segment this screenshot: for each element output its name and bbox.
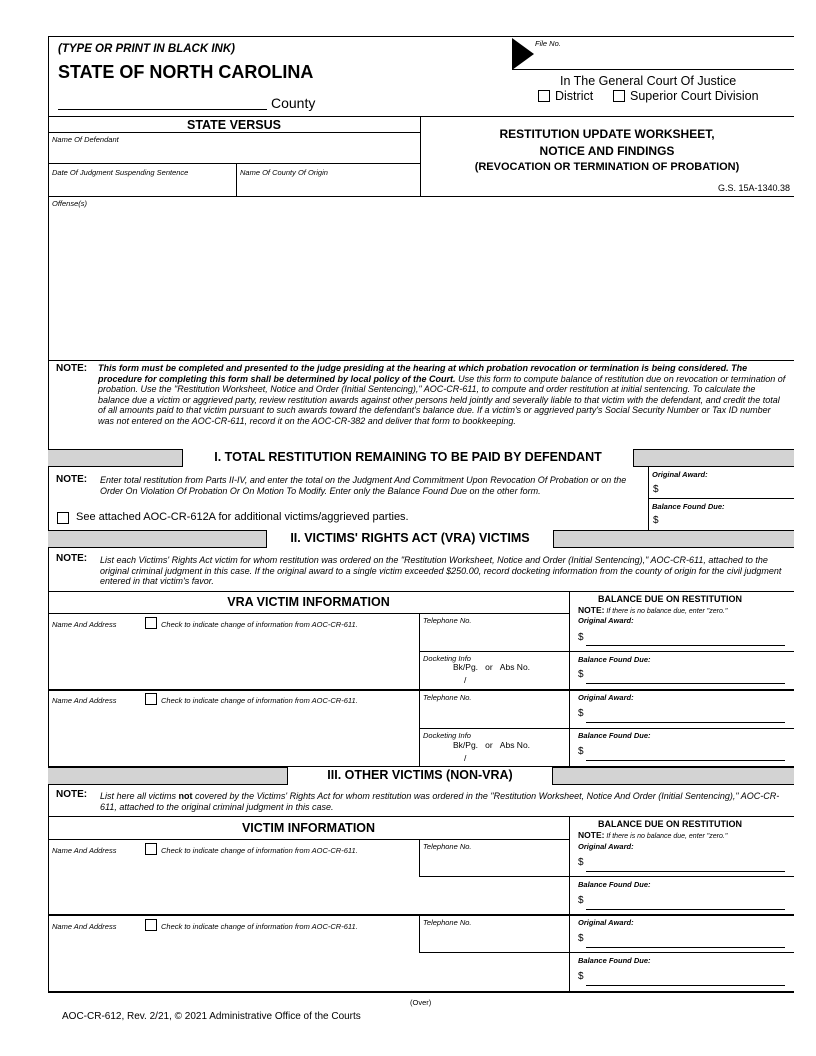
s1-balance-input[interactable] bbox=[662, 513, 792, 527]
vra2-abs-text: Abs No. bbox=[499, 740, 531, 750]
other1-balance-label: Balance Found Due: bbox=[578, 880, 651, 889]
defendant-label: Name Of Defendant bbox=[52, 135, 119, 144]
vra2-balance-input[interactable] bbox=[586, 760, 785, 761]
statute: G.S. 15A-1340.38 bbox=[717, 183, 790, 193]
form-title-3: (REVOCATION OR TERMINATION OF PROBATION) bbox=[474, 161, 740, 173]
other1-original-input[interactable] bbox=[586, 871, 785, 872]
section3-note-key: NOTE: bbox=[56, 789, 88, 800]
county-input[interactable] bbox=[58, 109, 267, 110]
county-label: County bbox=[271, 95, 316, 111]
other2-balance-label: Balance Found Due: bbox=[578, 956, 651, 965]
section3-note-pre: List here all victims bbox=[100, 791, 179, 801]
vra2-bkpg bbox=[453, 740, 530, 750]
other2-original-dollar: $ bbox=[578, 933, 584, 944]
vra2-change-checkbox[interactable] bbox=[145, 693, 157, 705]
other-balance-note-key: NOTE: bbox=[578, 830, 605, 840]
section2-note-key: NOTE: bbox=[56, 553, 88, 564]
other1-balance-input[interactable] bbox=[586, 909, 785, 910]
vra-balance-note bbox=[578, 605, 727, 615]
other-balance-note bbox=[578, 830, 727, 840]
vra1-change-checkbox[interactable] bbox=[145, 617, 157, 629]
vra1-phone-label: Telephone No. bbox=[423, 616, 472, 625]
vra2-original-label: Original Award: bbox=[578, 693, 634, 702]
other1-balance-dollar: $ bbox=[578, 895, 584, 906]
judgment-date-label: Date Of Judgment Suspending Sentence bbox=[52, 168, 189, 177]
attached-checkbox[interactable] bbox=[57, 512, 69, 524]
main-note-text bbox=[98, 363, 788, 426]
other-balance-note-text: If there is no balance due, enter "zero." bbox=[606, 833, 728, 840]
vra1-check-label: Check to indicate change of information from AOC-CR-611. bbox=[161, 620, 358, 629]
vra-balance-note-text: If there is no balance due, enter "zero." bbox=[606, 608, 728, 615]
section3-note bbox=[100, 791, 788, 812]
vra2-slash: / bbox=[464, 753, 467, 763]
county-origin-label: Name Of County Of Origin bbox=[240, 168, 328, 177]
vra2-check-label: Check to indicate change of information from AOC-CR-611. bbox=[161, 696, 358, 705]
vra1-slash: / bbox=[464, 675, 467, 685]
other2-balance-input[interactable] bbox=[586, 985, 785, 986]
district-label: District bbox=[555, 89, 594, 103]
vra1-original-dollar: $ bbox=[578, 632, 584, 643]
section3-note-bold: not bbox=[178, 791, 193, 801]
vra-balance-title: BALANCE DUE ON RESTITUTION bbox=[598, 594, 742, 604]
vra2-or-text: or bbox=[485, 740, 493, 750]
vra1-bkpg-text: Bk/Pg. bbox=[453, 662, 479, 672]
type-note: (TYPE OR PRINT IN BLACK INK) bbox=[58, 43, 235, 55]
other2-change-checkbox[interactable] bbox=[145, 919, 157, 931]
attached-label: See attached AOC-CR-612A for additional victims/aggrieved parties. bbox=[76, 511, 409, 523]
other1-original-label: Original Award: bbox=[578, 842, 634, 851]
vra1-original-label: Original Award: bbox=[578, 616, 634, 625]
vra1-name-label: Name And Address bbox=[52, 620, 117, 629]
form-title-1: RESTITUTION UPDATE WORKSHEET, bbox=[499, 127, 715, 141]
other2-original-label: Original Award: bbox=[578, 918, 634, 927]
vra1-balance-dollar: $ bbox=[578, 669, 584, 680]
main-note-key: NOTE: bbox=[56, 363, 88, 374]
vra2-bkpg-text: Bk/Pg. bbox=[453, 740, 479, 750]
other1-phone-label: Telephone No. bbox=[423, 842, 472, 851]
victim-info-title: VICTIM INFORMATION bbox=[241, 821, 376, 835]
other1-check-label: Check to indicate change of information from AOC-CR-611. bbox=[161, 846, 358, 855]
vra1-balance-input[interactable] bbox=[586, 683, 785, 684]
s1-balance-label: Balance Found Due: bbox=[652, 502, 725, 511]
court-title: In The General Court Of Justice bbox=[560, 74, 737, 88]
vra2-phone-label: Telephone No. bbox=[423, 693, 472, 702]
other2-original-input[interactable] bbox=[586, 947, 785, 948]
vra1-bkpg bbox=[453, 662, 530, 672]
s1-original-award-input[interactable] bbox=[662, 482, 792, 496]
other1-name-label: Name And Address bbox=[52, 846, 117, 855]
section1-note: Enter total restitution from Parts II-IV, and enter the total on the Judgment And Commitment Upon Revocation Of Probation or on the Order On Violation Of Probation Or On Motion To Modify. Enter only the Balance Found Due on the other form. bbox=[100, 475, 627, 496]
section2-title: II. VICTIMS' RIGHTS ACT (VRA) VICTIMS bbox=[266, 530, 554, 548]
over-label: (Over) bbox=[410, 998, 432, 1007]
section1-note-key: NOTE: bbox=[56, 474, 88, 485]
main-note-bold: This form must be completed and presented to the judge presiding at the hearing at which probation revocation or termination is being considered. The procedure for completing this form shall be determined by local policy of the Court. bbox=[98, 363, 748, 384]
vra2-balance-dollar: $ bbox=[578, 746, 584, 757]
s1-original-award-label: Original Award: bbox=[652, 470, 708, 479]
other2-check-label: Check to indicate change of information from AOC-CR-611. bbox=[161, 922, 358, 931]
superior-label: Superior Court Division bbox=[630, 89, 759, 103]
file-no-label: File No. bbox=[535, 39, 561, 48]
vra-info-title: VRA VICTIM INFORMATION bbox=[227, 595, 390, 609]
file-no-input[interactable] bbox=[512, 69, 794, 70]
vra2-balance-label: Balance Found Due: bbox=[578, 731, 651, 740]
section1-title: I. TOTAL RESTITUTION REMAINING TO BE PAID BY DEFENDANT bbox=[182, 449, 634, 467]
vra-balance-note-key: NOTE: bbox=[578, 605, 605, 615]
vra1-balance-label: Balance Found Due: bbox=[578, 655, 651, 664]
vra2-docket-label: Docketing Info bbox=[423, 731, 471, 740]
form-title-2: NOTICE AND FINDINGS bbox=[539, 144, 675, 158]
vra2-original-dollar: $ bbox=[578, 708, 584, 719]
other2-balance-dollar: $ bbox=[578, 971, 584, 982]
section2-note: List each Victims' Rights Act victim for whom restitution was ordered on the "Restitution Worksheet, Notice and Order (Initial Sentencing)," AOC-CR-611, attached to the original criminal judgment in this case. If the original award to a single victim exceeded $250.00, record docketing information from the county of origin for the civil judgment entered in that victim's favor. bbox=[100, 555, 782, 586]
s1-balance-dollar: $ bbox=[653, 515, 659, 526]
other1-change-checkbox[interactable] bbox=[145, 843, 157, 855]
s1-original-dollar: $ bbox=[653, 484, 659, 495]
file-arrow-icon bbox=[512, 38, 536, 70]
vra1-docket-label: Docketing Info bbox=[423, 654, 471, 663]
vra1-original-input[interactable] bbox=[586, 645, 785, 646]
vra2-original-input[interactable] bbox=[586, 722, 785, 723]
vra1-abs-text: Abs No. bbox=[499, 662, 531, 672]
other2-phone-label: Telephone No. bbox=[423, 918, 472, 927]
superior-checkbox[interactable] bbox=[613, 90, 625, 102]
section3-title: III. OTHER VICTIMS (NON-VRA) bbox=[287, 767, 553, 785]
vra1-or-text: or bbox=[485, 662, 493, 672]
section3-note-post: covered by the Victims' Rights Act for whom restitution was ordered in the "Restitution Worksheet, Notice And Order (Initial Sentencing)," AOC-CR-611, attached to the original criminal judgment in this case. bbox=[100, 791, 780, 812]
vra2-name-label: Name And Address bbox=[52, 696, 117, 705]
other1-original-dollar: $ bbox=[578, 857, 584, 868]
state-versus: STATE VERSUS bbox=[187, 118, 281, 132]
district-checkbox[interactable] bbox=[538, 90, 550, 102]
main-note-body: Use this form to compute balance of restitution due on revocation or termination of probation. Use the "Restitution Worksheet, Notice and Order (Initial Sentencing)," AOC-CR-611, to compute and order restitution at initial sentencing. To calculate the balance due a victim or aggrieved party, review restitution awards against other persons held jointly and severally liable to that victim with the defendant, and credit the total of all amounts paid to that victim pursuant to such awards toward the defendant's balance due. If a victim's or aggrieved party's Social Security Number or Tax ID number was not entered on the AOC-CR-611, record it on the AOC-CR-382 and deliver that form to bookkeeping. bbox=[98, 373, 786, 426]
other-balance-title: BALANCE DUE ON RESTITUTION bbox=[598, 819, 742, 829]
state-title: STATE OF NORTH CAROLINA bbox=[58, 62, 314, 82]
form-id: AOC-CR-612, Rev. 2/21, © 2021 Administrative Office of the Courts bbox=[62, 1011, 361, 1022]
offense-label: Offense(s) bbox=[52, 199, 88, 208]
other2-name-label: Name And Address bbox=[52, 922, 117, 931]
